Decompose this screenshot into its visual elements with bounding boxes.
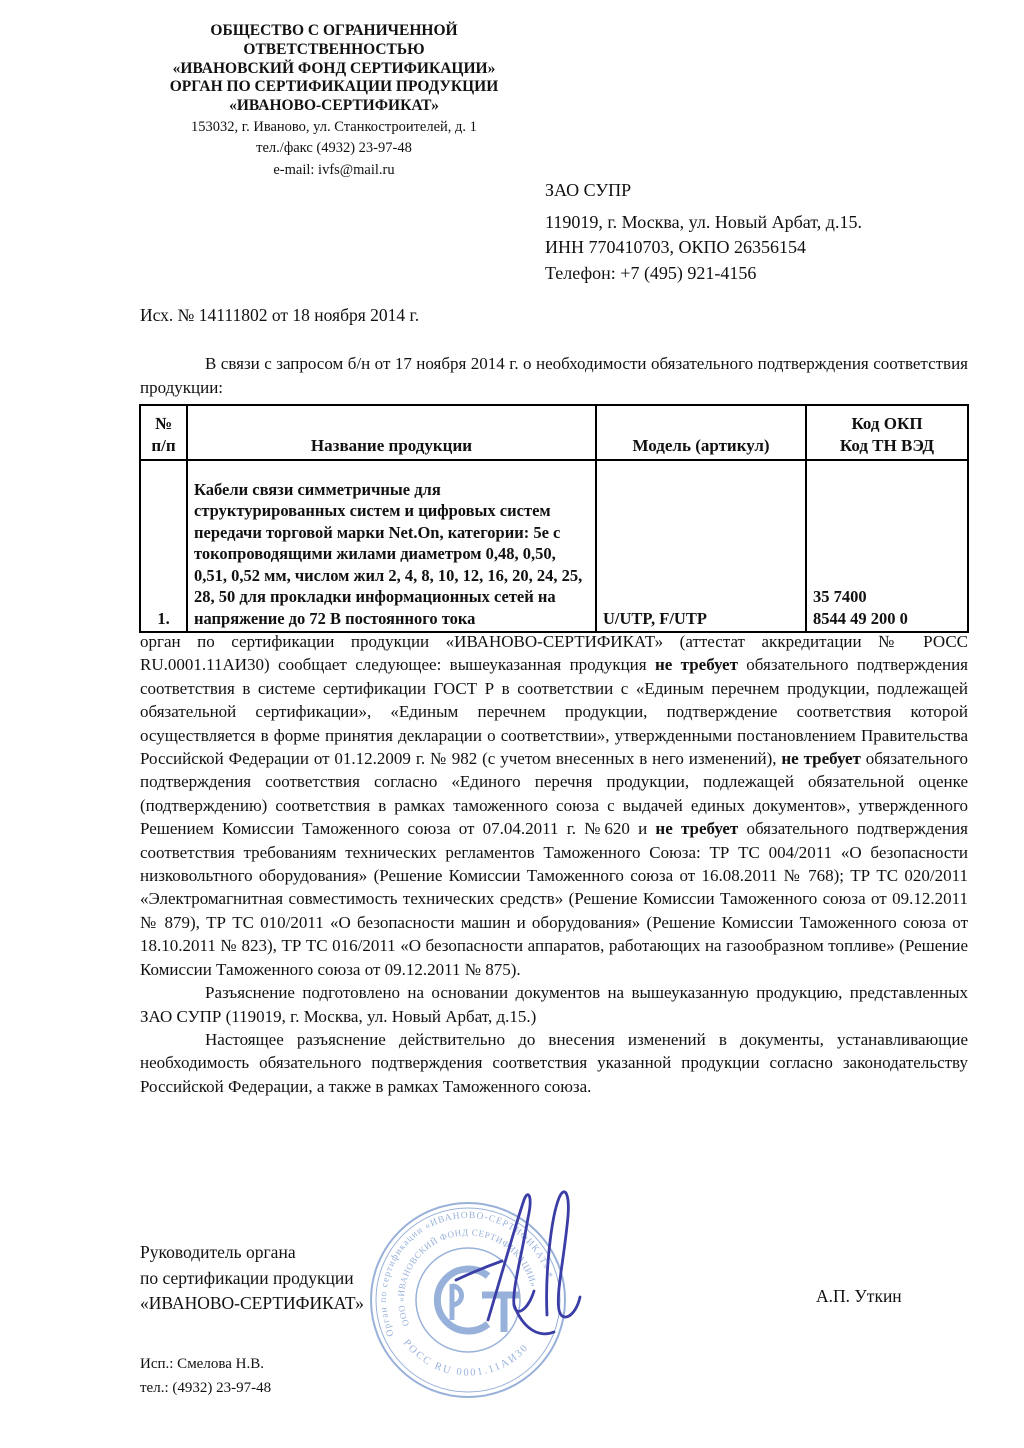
- handwritten-signature: [428, 1178, 613, 1363]
- signature-stroke: [547, 1192, 580, 1317]
- header-num-cell: [140, 405, 187, 460]
- signatory-title-block: [140, 1240, 364, 1317]
- executor-name: Исп.: Смелова Н.В.: [140, 1356, 264, 1372]
- signature-stroke: [456, 1261, 502, 1280]
- letterhead-org-line: ОБЩЕСТВО С ОГРАНИЧЕННОЙ: [210, 22, 458, 39]
- product-table-header-row: [140, 405, 968, 460]
- product-table: [139, 404, 969, 633]
- paragraph-basis: Разъяснение подготовлено на основании документов на вышеуказанную продукцию, представленных ЗАО СУПР (119019, г. Москва, ул. Новый Арбат, д.15.): [140, 983, 968, 1026]
- letterhead-org-line: «ИВАНОВСКИЙ ФОНД СЕРТИФИКАЦИИ»: [172, 59, 496, 77]
- letterhead-phone-fax: тел./факс (4932) 23-97-48: [256, 140, 412, 157]
- header-name-cell: Название продукции: [187, 405, 596, 460]
- signatory-name: А.П. Уткин: [816, 1286, 902, 1306]
- signatory-title-line: «ИВАНОВО-СЕРТИФИКАТ»: [140, 1293, 364, 1313]
- product-table-row: [140, 460, 968, 632]
- stamp-inner-text: ООО «ИВАНОВСКИЙ ФОНД СЕРТИФИКАЦИИ»: [395, 1227, 539, 1328]
- letterhead-email: e-mail: ivfs@mail.ru: [273, 161, 395, 178]
- row-code-tnved: 8544 49 200 0: [813, 608, 908, 628]
- executor-block: [140, 1353, 271, 1400]
- letterhead: [148, 22, 520, 180]
- recipient-codes: ИНН 770410703, ОКПО 26356154: [545, 237, 806, 257]
- row-num-cell: 1.: [140, 460, 187, 632]
- header-num-line1: №: [154, 414, 173, 433]
- signature-stroke: [488, 1195, 534, 1320]
- row-product-name-cell: Кабели связи симметричные для структурированных систем и цифровых систем передачи торговой марки Net.On, категории: 5е с токопроводящими жилами диаметром 0,48, 0,50, 0,51, 0,52 мм, числом жил 2, 4, 8, 10, 12, 16, 20, 24, 25, 28, 50 для прокладки информационных сетей на напряжение до 72 В постоянного тока: [187, 460, 596, 632]
- row-code-okp: 35 7400: [813, 587, 867, 606]
- outgoing-reference: Исх. № 14111802 от 18 ноября 2014 г.: [140, 305, 420, 325]
- recipient-block: [545, 178, 862, 286]
- stamp-bottom-text: РОСС RU 0001.11АИ30: [400, 1337, 532, 1379]
- body-text: [140, 630, 968, 1098]
- intro-paragraph: В связи с запросом б/н от 17 ноября 2014 г. о необходимости обязательного подтверждения соответствия продукции:: [140, 354, 968, 397]
- recipient-address: 119019, г. Москва, ул. Новый Арбат, д.15.: [545, 211, 862, 232]
- letterhead-org-line: ОРГАН ПО СЕРТИФИКАЦИИ ПРОДУКЦИИ: [169, 78, 499, 96]
- signatory-title-line: Руководитель органа: [140, 1242, 296, 1262]
- executor-phone: тел.: (4932) 23-97-48: [140, 1379, 272, 1396]
- row-model-cell: U/UTP, F/UTP: [596, 460, 806, 632]
- recipient-phone: Телефон: +7 (495) 921-4156: [545, 262, 757, 283]
- header-code-line1: Код ОКП: [851, 414, 923, 433]
- main-paragraph: орган по сертификации продукции «ИВАНОВО-СЕРТИФИКАТ» (аттестат аккредитации № РОСС RU.0001.11АИ30) сообщает следующее: вышеуказанная продукция не требует обязательного подтверждения соответствия в системе сертификации ГОСТ Р в соответствии с «Единым перечнем продукции, подлежащей обязательной сертификации», «Единым перечнем продукции, подтверждение соответствия которой осуществляется в форме принятия декларации о соответствии», утвержденными постановлением Правительства Российской Федерации от 01.12.2009 г. № 982 (с учетом внесенных в него изменений), не требует обязательного подтверждения соответствия согласно «Единого перечня продукции, подлежащей обязательной оценке (подтверждению) соответствия в рамках таможенного союза с выдачей единых документов», утвержденного Решением Комиссии Таможенного союза от 07.04.2011 г. №620 и не требует обязательного подтверждения соответствия требованиям технических регламентов Таможенного Союза: ТР ТС 004/2011 «О безопасности низковольтного оборудования» (Решение Комиссии Таможенного союза от 16.08.2011 № 768); ТР ТС 020/2011 «Электромагнитная совместимость технических средств» (Решение Комиссии Таможенного союза от 09.12.2011 № 879), ТР ТС 010/2011 «О безопасности машин и оборудования» (Решение Комиссии Таможенного союза от 18.10.2011 № 823), ТР ТС 016/2011 «О безопасности аппаратов, работающих на газообразном топливе» (Решение Комиссии Таможенного союза от 09.12.2011 № 875).: [140, 632, 969, 979]
- row-code-cell: [806, 460, 968, 632]
- signatory-title-line: по сертификации продукции: [140, 1267, 354, 1288]
- header-code-cell: [806, 405, 968, 460]
- letterhead-org-line: «ИВАНОВО-СЕРТИФИКАТ»: [229, 97, 439, 115]
- letterhead-org-line: ОТВЕТСТВЕННОСТЬЮ: [243, 40, 425, 58]
- paragraph-validity: Настоящее разъяснение действительно до внесения изменений в документы, устанавливающие необходимость обязательного подтверждения соответствия указанной продукции согласно законодательству Российской Федерации, а также в рамках Таможенного союза.: [140, 1029, 968, 1096]
- header-model-cell: Модель (артикул): [596, 405, 806, 460]
- recipient-name: ЗАО СУПР: [545, 180, 632, 200]
- letterhead-address: 153032, г. Иваново, ул. Станкостроителей, д. 1: [191, 118, 477, 135]
- header-num-line2: п/п: [151, 435, 176, 455]
- header-code-line2: Код ТН ВЭД: [839, 435, 935, 455]
- stamp-outer-text: Орган по сертификации «ИВАНОВО-СЕРТИФИКАТ» *: [378, 1210, 555, 1338]
